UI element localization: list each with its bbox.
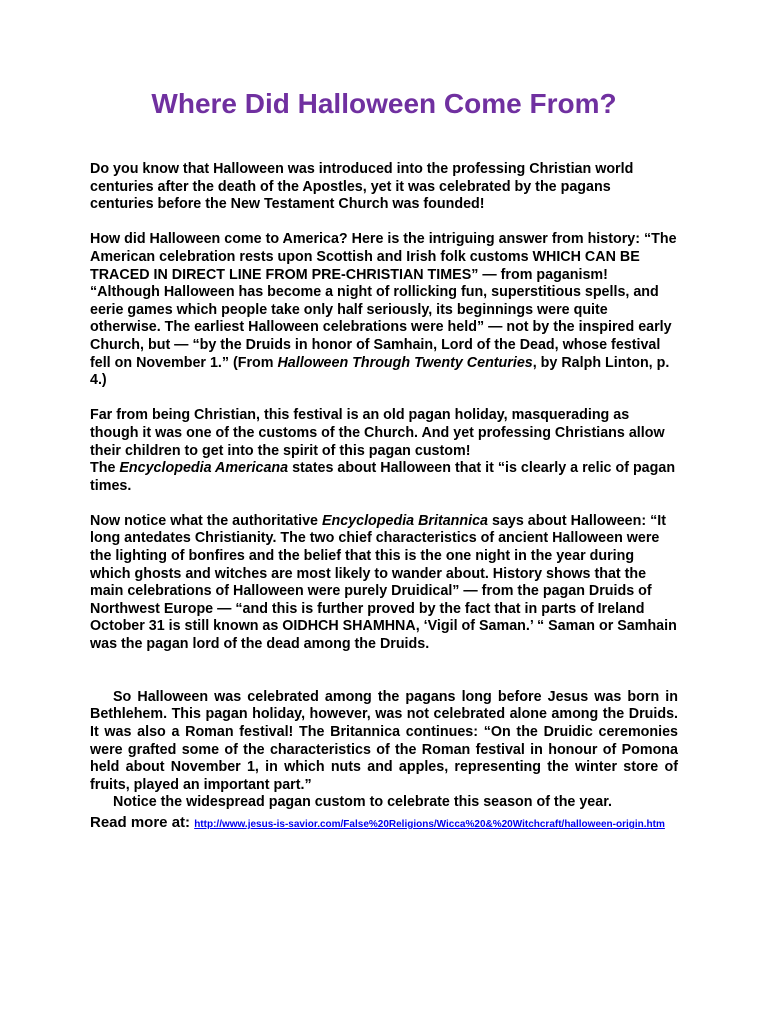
page-title: Where Did Halloween Come From? (151, 88, 617, 119)
paragraph-pagan-holiday: Far from being Christian, this festival is an old pagan holiday, masquerading as though it was one of the customs of the Church. And yet professing Christians allow their children to get into the spirit of this pagan custom! (90, 407, 665, 459)
paragraph-americana (90, 460, 678, 495)
spacer (90, 671, 678, 689)
document-body (90, 161, 678, 834)
paragraph-americana-text: states about Halloween that it “is clearly a relic of pagan times. (90, 460, 676, 494)
read-more (90, 814, 678, 834)
paragraph-america-citation: , by Ralph Linton, p. 4.) (90, 354, 670, 389)
paragraph-america (90, 231, 678, 389)
read-more-label: Read more at: (90, 813, 195, 831)
book-title-encyclopedia-britannica: Encyclopedia Britannica (321, 512, 489, 529)
paragraph-roman-festival: So Halloween was celebrated among the pagans long before Jesus was born in Bethlehem. This pagan holiday, however, was not celebrated alone among the Druids. It was also a Roman festival! The Britannica continues: “On the Druidic ceremonies were grafted some of the characteristics of the Roman festival in honour of Pomona held about November 1, in which nuts and apples, representing the winter store of fruits, played an important part.” (90, 688, 678, 793)
book-title-encyclopedia-americana: Encyclopedia Americana (119, 460, 289, 477)
paragraph-britannica-text: says about Halloween: “It long antedates Christianity. The two chief characteristics of ancient Halloween were the lighting of bonfires and the belief that this is the one night in the year during which ghosts and witches are most likely to wander about. History shows that the main celebrations of Halloween were purely Druidical” — from the pagan Druids of Northwest Europe — “and this is further proved by the fact that in parts of Ireland October 31 is still known as OIDHCH SHAMHNA, ‘Vigil of Saman.’ “ Saman or Samhain was the pagan lord of the dead among the Druids. (90, 512, 677, 653)
paragraph-britannica-lead: Now notice what the authoritative (90, 512, 322, 529)
paragraph-britannica (90, 513, 678, 654)
paragraph-americana-lead: The (90, 460, 120, 477)
read-more-link[interactable]: http://www.jesus-is-savior.com/False%20Religions/Wicca%20&%20Witchcraft/halloween-origin.htm (194, 818, 665, 830)
paragraph-america-text: How did Halloween come to America? Here is the intriguing answer from history: “The American celebration rests upon Scottish and Irish folk customs WHICH CAN BE TRACED IN DIRECT LINE FROM PRE-CHRISTIAN TIMES” — from paganism! “Although Halloween has become a night of rollicking fun, superstitious spells, and eerie games which people take only half seriously, its beginnings were quite otherwise. The earliest Halloween celebrations were held” — not by the inspired early Church, but — “by the Druids in honor of Samhain, Lord of the Dead, whose festival fell on November 1.” (From (90, 231, 677, 371)
book-title-halloween-through-twenty-centuries: Halloween Through Twenty Centuries (277, 354, 533, 371)
paragraph-season: Notice the widespread pagan custom to celebrate this season of the year. (113, 794, 612, 811)
paragraph-intro: Do you know that Halloween was introduced into the professing Christian world centuries after the death of the Apostles, yet it was celebrated by the pagans centuries before the New Testament Church was founded! (90, 161, 634, 213)
